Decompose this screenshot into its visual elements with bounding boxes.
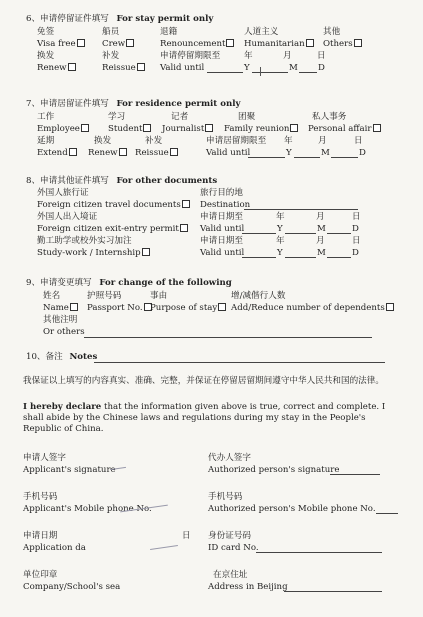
company-seal-label: Company/School's sea <box>23 582 121 592</box>
s8-m-label-1: M <box>317 224 326 234</box>
s6-renounce-checkbox[interactable] <box>226 39 234 47</box>
s7-family-option[interactable] <box>224 124 298 134</box>
s6-valid-until-cn: 申请停留期限至 <box>160 51 221 61</box>
s7-renew-cn: 换发 <box>94 136 112 146</box>
s7-family-label: Family reunion <box>224 124 290 134</box>
s9-name-label: Name <box>43 303 69 313</box>
application-day-cn: 日 <box>182 531 191 541</box>
s7-family-cn: 团聚 <box>238 112 256 122</box>
s6-crew-checkbox[interactable] <box>126 39 134 47</box>
s7-personal-checkbox[interactable] <box>373 124 381 132</box>
authorized-phone-label: Authorized person's Mobile phone No. <box>208 504 376 514</box>
s8-valid-cn-2: 申请日期至 <box>200 236 243 246</box>
s8-month-cn-2: 月 <box>316 236 325 246</box>
s7-month-field[interactable] <box>294 157 320 158</box>
section-9-title-cn: 9、申请变更填写 <box>26 278 92 288</box>
s9-others-field[interactable] <box>84 337 372 338</box>
s7-valid-until-cn: 申请居留期限至 <box>206 136 267 146</box>
s6-d-label: D <box>318 63 325 73</box>
section-6-title-cn: 6、申请停留证件填写 <box>26 14 109 24</box>
s7-extend-label: Extend <box>37 148 68 158</box>
s7-extend-option[interactable] <box>37 148 77 158</box>
s6-reissue-label: Reissue <box>102 63 136 73</box>
section-9-title <box>26 278 232 288</box>
s6-month-cn: 月 <box>283 51 292 61</box>
s6-humanitarian-checkbox[interactable] <box>306 39 314 47</box>
s7-month-cn: 月 <box>318 136 327 146</box>
s8-y-label-2: Y <box>277 248 283 258</box>
authorized-phone-cn: 手机号码 <box>208 492 243 502</box>
s6-month-field[interactable] <box>252 72 288 73</box>
s6-valid-until-label: Valid until <box>160 63 205 73</box>
s6-y-label: Y <box>244 63 250 73</box>
s8-d-label-2: D <box>352 248 359 258</box>
s7-employee-checkbox[interactable] <box>81 124 89 132</box>
declaration-cn: 我保证以上填写的内容真实、准确、完整，并保证在停留居留期间遵守中华人民共和国的法律。 <box>23 376 384 386</box>
s7-extend-checkbox[interactable] <box>69 148 77 156</box>
s8-month-field-1[interactable] <box>285 233 316 234</box>
s7-renew-checkbox[interactable] <box>119 148 127 156</box>
applicant-signature-cn: 申请人签字 <box>23 453 66 463</box>
s7-day-field[interactable] <box>331 157 358 158</box>
s8-valid-label-2: Valid until <box>200 248 245 258</box>
declaration-en-rest: that the information given above is true, correct and complete. I shall abide by the Chinese laws and regulations during my stay in the People's Republic of China. <box>23 402 386 435</box>
s6-renew-option[interactable] <box>37 63 76 73</box>
declaration-en-bold: I hereby declare <box>23 402 102 412</box>
s7-personal-option[interactable] <box>308 124 381 134</box>
s6-reissue-checkbox[interactable] <box>137 63 145 71</box>
s8-destination-label: Destination <box>200 200 251 210</box>
s6-reissue-cn: 补发 <box>102 51 120 61</box>
s7-employee-label: Employee <box>37 124 80 134</box>
s8-year-field-1[interactable] <box>242 233 276 234</box>
s6-others-label: Others <box>323 39 353 49</box>
s6-others-cn: 其他 <box>323 27 341 37</box>
section-8-title-cn: 8、申请其他证件填写 <box>26 176 109 186</box>
s6-visa-free-option[interactable] <box>37 39 85 49</box>
s7-personal-cn: 私人事务 <box>312 112 347 122</box>
s6-renew-cn: 换发 <box>37 51 55 61</box>
s6-crew-label: Crew <box>102 39 126 49</box>
s8-travel-doc-checkbox[interactable] <box>182 200 190 208</box>
applicant-signature-label: Applicant's signature <box>23 465 116 475</box>
s9-passport-option[interactable] <box>87 303 152 313</box>
s6-renounce-option[interactable] <box>160 39 234 49</box>
s8-destination-cn: 旅行目的地 <box>200 188 243 198</box>
section-10-title-en: Notes <box>69 352 98 362</box>
s9-dependents-checkbox[interactable] <box>386 303 394 311</box>
s7-personal-label: Personal affair <box>308 124 372 134</box>
s9-purpose-option[interactable] <box>150 303 226 313</box>
s7-journalist-label: Journalist <box>162 124 205 134</box>
s6-renounce-cn: 退籍 <box>160 27 178 37</box>
s7-y-label: Y <box>286 148 292 158</box>
s6-day-cn: 日 <box>317 51 326 61</box>
s9-name-cn: 姓名 <box>43 291 61 301</box>
s6-crew-cn: 船员 <box>102 27 120 37</box>
s7-day-cn: 日 <box>354 136 363 146</box>
s6-humanitarian-option[interactable] <box>244 39 314 49</box>
section-7-title-cn: 7、申请居留证件填写 <box>26 99 109 109</box>
company-seal-cn: 单位印章 <box>23 570 58 580</box>
s9-purpose-cn: 事由 <box>150 291 168 301</box>
s8-year-field-2[interactable] <box>242 257 276 258</box>
s7-student-option[interactable] <box>108 124 151 134</box>
s9-dependents-cn: 增/减偕行人数 <box>231 291 286 301</box>
s8-destination-field[interactable] <box>244 209 358 210</box>
section-10-title <box>26 352 97 362</box>
s6-day-field[interactable] <box>299 72 317 73</box>
s8-y-label-1: Y <box>277 224 283 234</box>
s8-year-cn-1: 年 <box>276 212 285 222</box>
s9-purpose-label: Purpose of stay <box>150 303 218 313</box>
s6-year-field[interactable] <box>207 72 243 73</box>
s8-exit-entry-label: Foreign citizen exit-entry permit <box>37 224 179 234</box>
s6-year-cn: 年 <box>244 51 253 61</box>
s9-name-option[interactable] <box>43 303 78 313</box>
s6-others-checkbox[interactable] <box>354 39 362 47</box>
s6-visa-free-label: Visa free <box>37 39 76 49</box>
s7-renew-label: Renew <box>88 148 118 158</box>
authorized-signature-label: Authorized person's signature <box>208 465 340 475</box>
s8-day-cn-1: 日 <box>352 212 361 222</box>
s9-others-label: Or others <box>43 327 85 337</box>
s7-journalist-option[interactable] <box>162 124 213 134</box>
s7-employee-cn: 工作 <box>37 112 55 122</box>
s8-valid-label-1: Valid until <box>200 224 245 234</box>
id-card-label: ID card No. <box>208 543 259 553</box>
s6-renew-label: Renew <box>37 63 67 73</box>
s8-exit-entry-cn: 外国人出入境证 <box>37 212 98 222</box>
s9-name-checkbox[interactable] <box>70 303 78 311</box>
s8-d-label-1: D <box>352 224 359 234</box>
s8-year-cn-2: 年 <box>276 236 285 246</box>
s9-passport-cn: 护照号码 <box>87 291 122 301</box>
s7-year-field[interactable] <box>248 157 285 158</box>
s8-m-label-2: M <box>317 248 326 258</box>
s8-study-work-cn: 勤工助学或校外实习加注 <box>37 236 132 246</box>
s9-dependents-option[interactable] <box>231 303 394 313</box>
s8-study-work-label: Study-work / Internship <box>37 248 141 258</box>
s6-humanitarian-label: Humanitarian <box>244 39 305 49</box>
id-card-cn: 身份证号码 <box>208 531 251 541</box>
section-6-title-en: For stay permit only <box>116 14 214 24</box>
s7-reissue-label: Reissue <box>135 148 169 158</box>
s6-visa-free-cn: 免签 <box>37 27 55 37</box>
s9-others-cn: 其他注明 <box>43 315 78 325</box>
s8-month-field-2[interactable] <box>285 257 316 258</box>
s7-valid-until-label: Valid until <box>206 148 251 158</box>
s8-travel-doc-label: Foreign citizen travel documents <box>37 200 181 210</box>
s7-student-label: Student <box>108 124 143 134</box>
authorized-phone-field[interactable] <box>376 513 398 514</box>
s9-passport-label: Passport No. <box>87 303 143 313</box>
section-7-title <box>26 99 241 109</box>
applicant-phone-label: Applicant's Mobile phone No. <box>23 504 152 514</box>
s7-d-label: D <box>359 148 366 158</box>
application-date-cn: 申请日期 <box>23 531 58 541</box>
pen-mark <box>260 67 261 76</box>
s9-purpose-checkbox[interactable] <box>218 303 226 311</box>
application-date-label: Application da <box>23 543 86 553</box>
s8-study-work-checkbox[interactable] <box>142 248 150 256</box>
s6-renew-checkbox[interactable] <box>68 63 76 71</box>
s6-reissue-option[interactable] <box>102 63 145 73</box>
beijing-address-cn: 在京住址 <box>213 570 248 580</box>
date-scribble <box>150 545 178 550</box>
applicant-phone-cn: 手机号码 <box>23 492 58 502</box>
s8-month-cn-1: 月 <box>316 212 325 222</box>
s6-humanitarian-cn: 人道主义 <box>244 27 279 37</box>
s8-day-field-1[interactable] <box>327 233 351 234</box>
s7-family-checkbox[interactable] <box>290 124 298 132</box>
s7-reissue-option[interactable] <box>135 148 178 158</box>
s7-employee-option[interactable] <box>37 124 89 134</box>
section-10-title-cn: 10、备注 <box>26 352 63 362</box>
beijing-address-label: Address in Beijing <box>208 582 288 592</box>
s6-others-option[interactable] <box>323 39 362 49</box>
id-card-field[interactable] <box>256 552 382 553</box>
s9-dependents-label: Add/Reduce number of dependents <box>231 303 385 313</box>
notes-field[interactable] <box>94 362 385 363</box>
s8-travel-doc-cn: 外国人旅行证 <box>37 188 89 198</box>
beijing-address-field[interactable] <box>284 591 382 592</box>
s7-m-label: M <box>321 148 330 158</box>
s8-valid-cn-1: 申请日期至 <box>200 212 243 222</box>
s7-reissue-cn: 补发 <box>145 136 163 146</box>
s6-crew-option[interactable] <box>102 39 134 49</box>
s7-journalist-checkbox[interactable] <box>205 124 213 132</box>
section-8-title-en: For other documents <box>116 176 218 186</box>
s8-day-cn-2: 日 <box>352 236 361 246</box>
s6-m-label: M <box>289 63 298 73</box>
s7-year-cn: 年 <box>284 136 293 146</box>
s8-travel-doc-option[interactable] <box>37 200 190 210</box>
declaration-en <box>23 402 405 436</box>
section-7-title-en: For residence permit only <box>116 99 241 109</box>
s7-reissue-checkbox[interactable] <box>170 148 178 156</box>
s8-study-work-option[interactable] <box>37 248 150 258</box>
s7-extend-cn: 延期 <box>37 136 55 146</box>
s8-exit-entry-option[interactable] <box>37 224 188 234</box>
s7-journalist-cn: 记者 <box>171 112 189 122</box>
section-8-title <box>26 176 217 186</box>
s7-student-cn: 学习 <box>108 112 126 122</box>
authorized-signature-field[interactable] <box>330 474 380 475</box>
authorized-signature-cn: 代办人签字 <box>208 453 251 463</box>
s6-visa-free-checkbox[interactable] <box>77 39 85 47</box>
section-9-title-en: For change of the following <box>99 278 232 288</box>
s8-day-field-2[interactable] <box>327 257 351 258</box>
section-6-title <box>26 14 213 24</box>
s7-renew-option[interactable] <box>88 148 127 158</box>
s6-renounce-label: Renouncement <box>160 39 226 49</box>
s8-exit-entry-checkbox[interactable] <box>180 224 188 232</box>
s7-student-checkbox[interactable] <box>143 124 151 132</box>
